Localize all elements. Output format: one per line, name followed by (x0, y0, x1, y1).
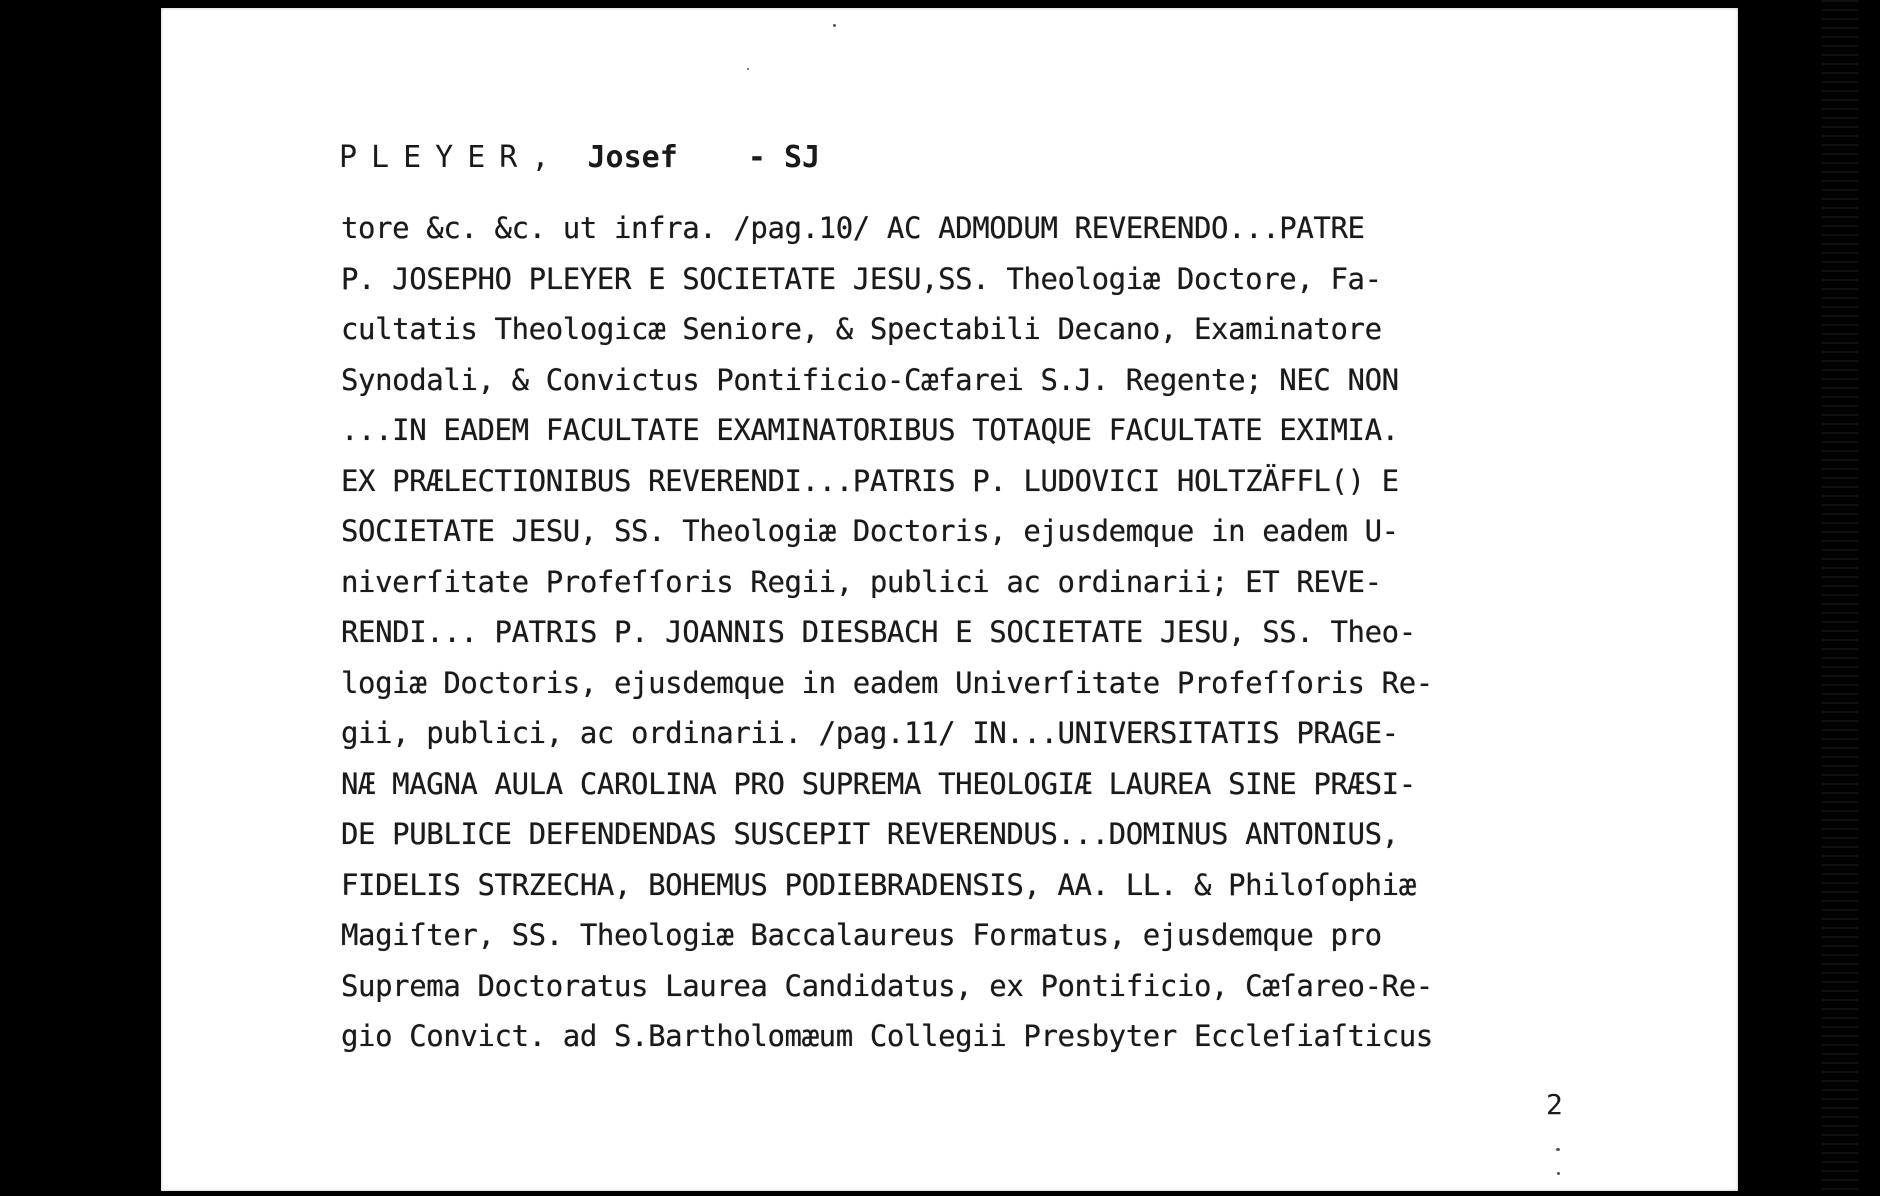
religious-order: - SJ (747, 140, 821, 175)
text-line: tore &c. &c. ut infra. /pag.10/ AC ADMODUM REVERENDO...PATRE (341, 211, 1365, 245)
text-line: DE PUBLICE DEFENDENDAS SUSCEPIT REVERENDUS...DOMINUS ANTONIUS, (341, 817, 1399, 851)
transcription-text (341, 203, 1611, 1062)
text-line: Suprema Doctoratus Laurea Candidatus, ex Pontificio, Cæſareo-Re- (341, 968, 1433, 1003)
card-heading (339, 138, 820, 178)
film-edge (1822, 0, 1858, 1196)
text-line: RENDI... PATRIS P. JOANNIS DIESBACH E SOCIETATE JESU, SS. Theo- (341, 615, 1416, 649)
text-line: gii, publici, ac ordinarii. /pag.11/ IN...UNIVERSITATIS PRAGE- (341, 716, 1399, 750)
text-line: Synodali, & Convictus Pontificio-Cæfarei S.J. Regente; NEC NON (341, 362, 1399, 397)
text-line: logiæ Doctoris, ejusdemque in eadem Univerſitate Profeſſoris Re- (341, 665, 1433, 700)
text-line: niverſitate Profeſſoris Regii, publici ac ordinarii; ET REVE- (341, 564, 1382, 599)
text-line: SOCIETATE JESU, SS. Theologiæ Doctoris, ejusdemque in eadem U- (341, 514, 1399, 548)
surname: PLEYER, (339, 140, 564, 175)
given-name: Josef (587, 140, 678, 175)
text-line: cultatis Theologicæ Seniore, & Spectabili Decano, Examinatore (341, 312, 1382, 346)
dust-speck (747, 68, 749, 70)
text-line: P. JOSEPHO PLEYER E SOCIETATE JESU,SS. Theologiæ Doctore, Fa- (341, 261, 1382, 296)
text-line: ...IN EADEM FACULTATE EXAMINATORIBUS TOTAQUE FACULTATE EXIMIA. (341, 413, 1399, 447)
dust-speck (1556, 1148, 1560, 1151)
text-line: FIDELIS STRZECHA, BOHEMUS PODIEBRADENSIS, AA. LL. & Philoſophiæ (341, 867, 1416, 902)
text-line: NÆ MAGNA AULA CAROLINA PRO SUPREMA THEOLOGIÆ LAUREA SINE PRÆSI- (341, 766, 1416, 801)
dust-speck (833, 24, 836, 27)
dust-speck (1557, 1172, 1560, 1175)
page-number: 2 (1546, 1088, 1563, 1121)
text-line: EX PRÆLECTIONIBUS REVERENDI...PATRIS P. LUDOVICI HOLTZÄFFL() E (341, 463, 1399, 498)
text-line: gio Convict. ad S.Bartholomæum Collegii Presbyter Eccleſiaſticus (341, 1019, 1433, 1053)
text-line: Magiſter, SS. Theologiæ Baccalaureus Formatus, ejusdemque pro (341, 918, 1382, 952)
